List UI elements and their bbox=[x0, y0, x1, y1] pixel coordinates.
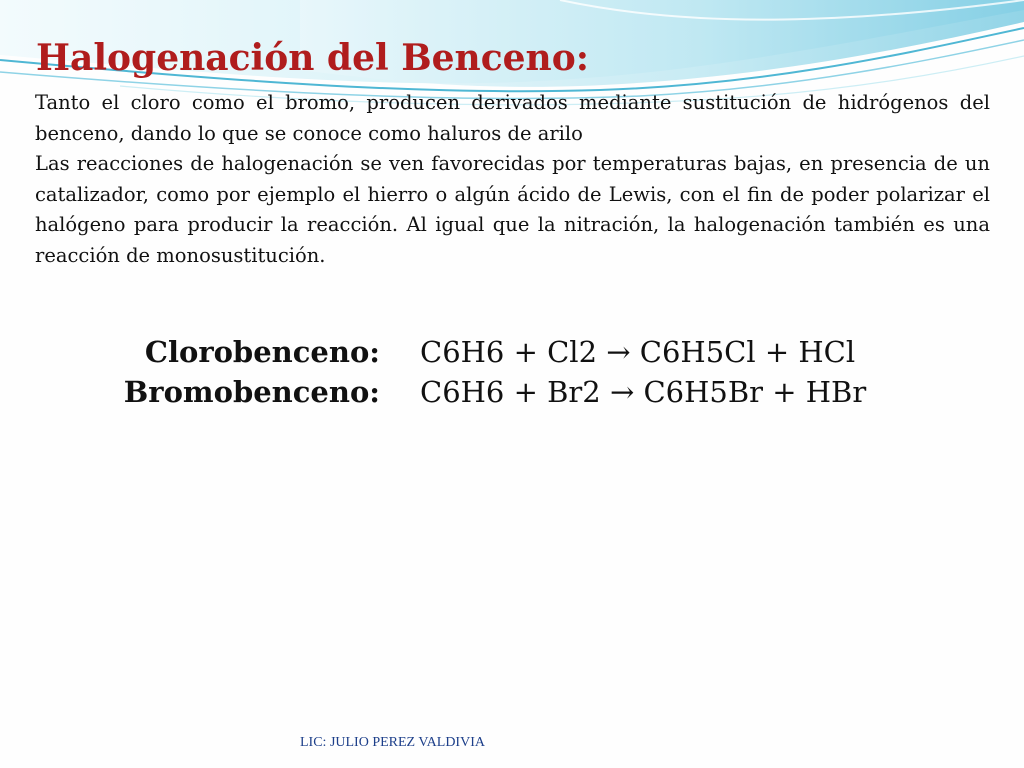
reaction-equation: C6H6 + Br2 → C6H5Br + HBr bbox=[420, 375, 867, 409]
paragraph-arilo: Tanto el cloro como el bromo, producen derivados mediante sustitución de hidrógenos del benceno, dando lo que se conoce como haluros de arilo bbox=[35, 91, 990, 145]
slide-title: Halogenación del Benceno: bbox=[36, 37, 590, 79]
reaction-row-clorobenceno bbox=[100, 332, 930, 372]
reaction-name: Bromobenceno: bbox=[123, 375, 380, 409]
reaction-name: Clorobenceno: bbox=[144, 335, 380, 369]
reactions-block bbox=[100, 332, 930, 412]
paragraph-halogenacion: Las reacciones de halogenación se ven favorecidas por temperaturas bajas, en presencia de un catalizador, como por ejemplo el hierro o algún ácido de Lewis, con el fin de poder polarizar el halógeno para producir la reacción. Al igual que la nitración, la halogenación también es una reacción de monosustitución. bbox=[35, 152, 990, 267]
footer-author: LIC: JULIO PEREZ VALDIVIA bbox=[300, 735, 485, 750]
body-text bbox=[35, 88, 990, 271]
reaction-equation: C6H6 + Cl2 → C6H5Cl + HCl bbox=[420, 335, 856, 369]
reaction-row-bromobenceno bbox=[100, 372, 930, 412]
